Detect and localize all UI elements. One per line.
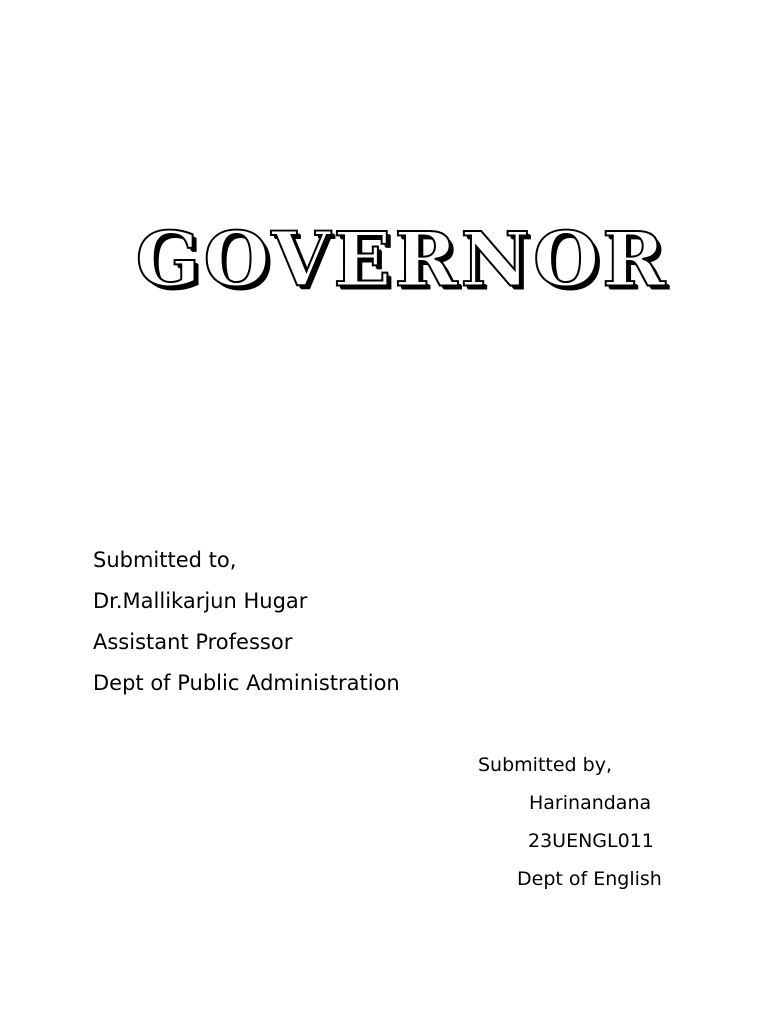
author-id: 23UENGL011 [528,830,654,852]
submitted-by-heading: Submitted by, [478,754,612,776]
submitted-to-heading: Submitted to, [93,548,237,572]
author-department: Dept of English [517,868,662,890]
title-text: GOVERNOR [135,215,669,304]
recipient-name: Dr.Mallikarjun Hugar [93,589,308,613]
author-name: Harinandana [529,792,652,814]
recipient-department: Dept of Public Administration [93,671,400,695]
recipient-designation: Assistant Professor [93,630,293,654]
